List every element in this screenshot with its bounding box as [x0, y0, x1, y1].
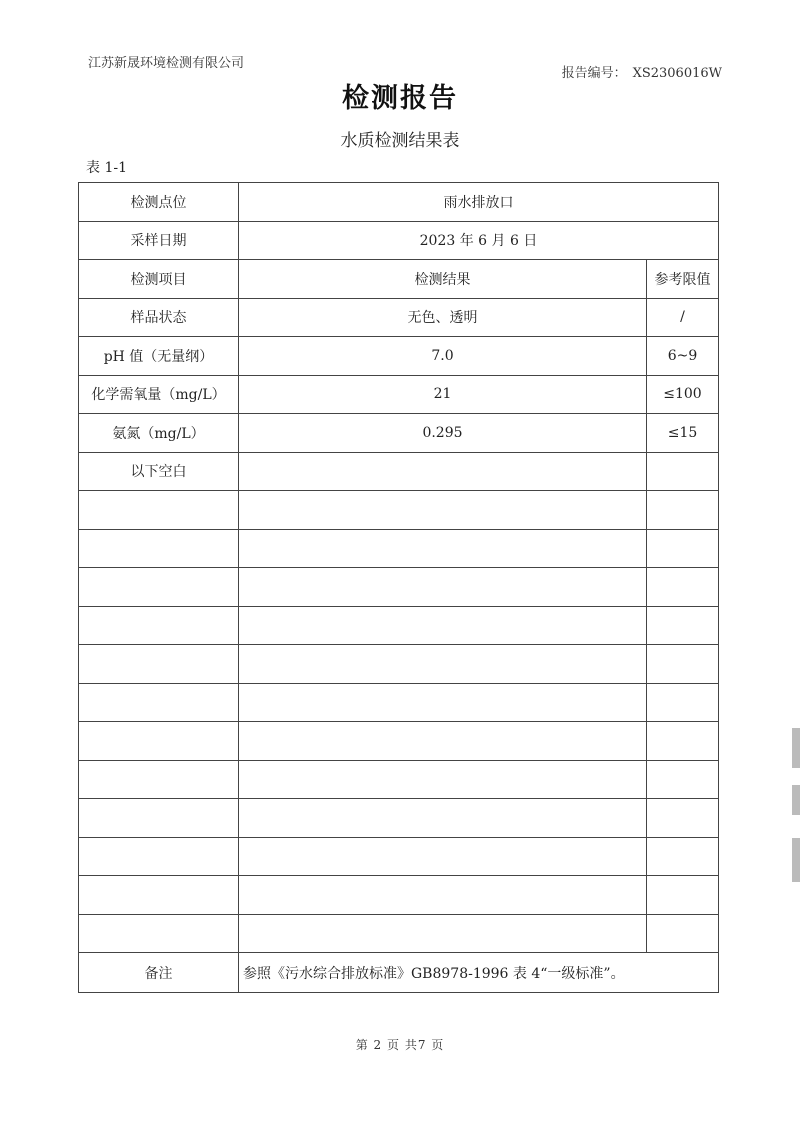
empty-row: [79, 837, 719, 876]
page-title: 检测报告: [342, 83, 458, 114]
scan-edge-mark: [792, 785, 800, 815]
empty-row: [79, 876, 719, 915]
col-header-result: 检测结果: [239, 260, 647, 299]
table-row: [79, 298, 719, 337]
empty-row: [79, 529, 719, 568]
limit-cell: ≤100: [647, 375, 719, 414]
date-value: 2023 年 6 月 6 日: [239, 221, 719, 260]
table-number: 表 1-1: [86, 160, 127, 176]
result-cell: 7.0: [239, 337, 647, 376]
item-cell: pH 值（无量纲）: [79, 337, 239, 376]
item-cell: 氨氮（mg/L）: [79, 414, 239, 453]
table-row: [79, 414, 719, 453]
limit-cell: 6~9: [647, 337, 719, 376]
empty-row: [79, 645, 719, 684]
result-cell: 0.295: [239, 414, 647, 453]
table-row: [79, 375, 719, 414]
result-cell: 无色、透明: [239, 298, 647, 337]
table-row: [79, 183, 719, 222]
item-cell: 以下空白: [79, 452, 239, 491]
table-row: [79, 221, 719, 260]
limit-cell: /: [647, 298, 719, 337]
col-header-item: 检测项目: [79, 260, 239, 299]
scan-edge-mark: [792, 838, 800, 882]
item-cell: 化学需氧量（mg/L）: [79, 375, 239, 414]
remarks-row: [79, 953, 719, 993]
page-subtitle: 水质检测结果表: [340, 131, 460, 151]
table-row: [79, 337, 719, 376]
empty-row: [79, 568, 719, 607]
report-number-label: 报告编号：: [561, 66, 627, 81]
table-header-row: [79, 260, 719, 299]
empty-row: [79, 683, 719, 722]
results-table: [78, 182, 719, 993]
company-name: 江苏新晟环境检测有限公司: [88, 56, 245, 71]
result-cell: 21: [239, 375, 647, 414]
point-label: 检测点位: [79, 183, 239, 222]
empty-row: [79, 722, 719, 761]
limit-cell: ≤15: [647, 414, 719, 453]
empty-row: [79, 760, 719, 799]
empty-row: [79, 799, 719, 838]
limit-cell: [647, 452, 719, 491]
remarks-label: 备注: [79, 953, 239, 993]
report-number-value: XS2306016W: [632, 66, 722, 81]
point-value: 雨水排放口: [239, 183, 719, 222]
page-footer: 第 2 页 共7 页: [355, 1038, 445, 1052]
result-cell: [239, 452, 647, 491]
remarks-text: 参照《污水综合排放标准》GB8978-1996 表 4“一级标准”。: [239, 953, 719, 993]
item-cell: 样品状态: [79, 298, 239, 337]
empty-row: [79, 491, 719, 530]
scan-edge-mark: [792, 728, 800, 768]
table-row: [79, 452, 719, 491]
empty-row: [79, 914, 719, 953]
empty-row: [79, 606, 719, 645]
col-header-limit: 参考限值: [647, 260, 719, 299]
date-label: 采样日期: [79, 221, 239, 260]
